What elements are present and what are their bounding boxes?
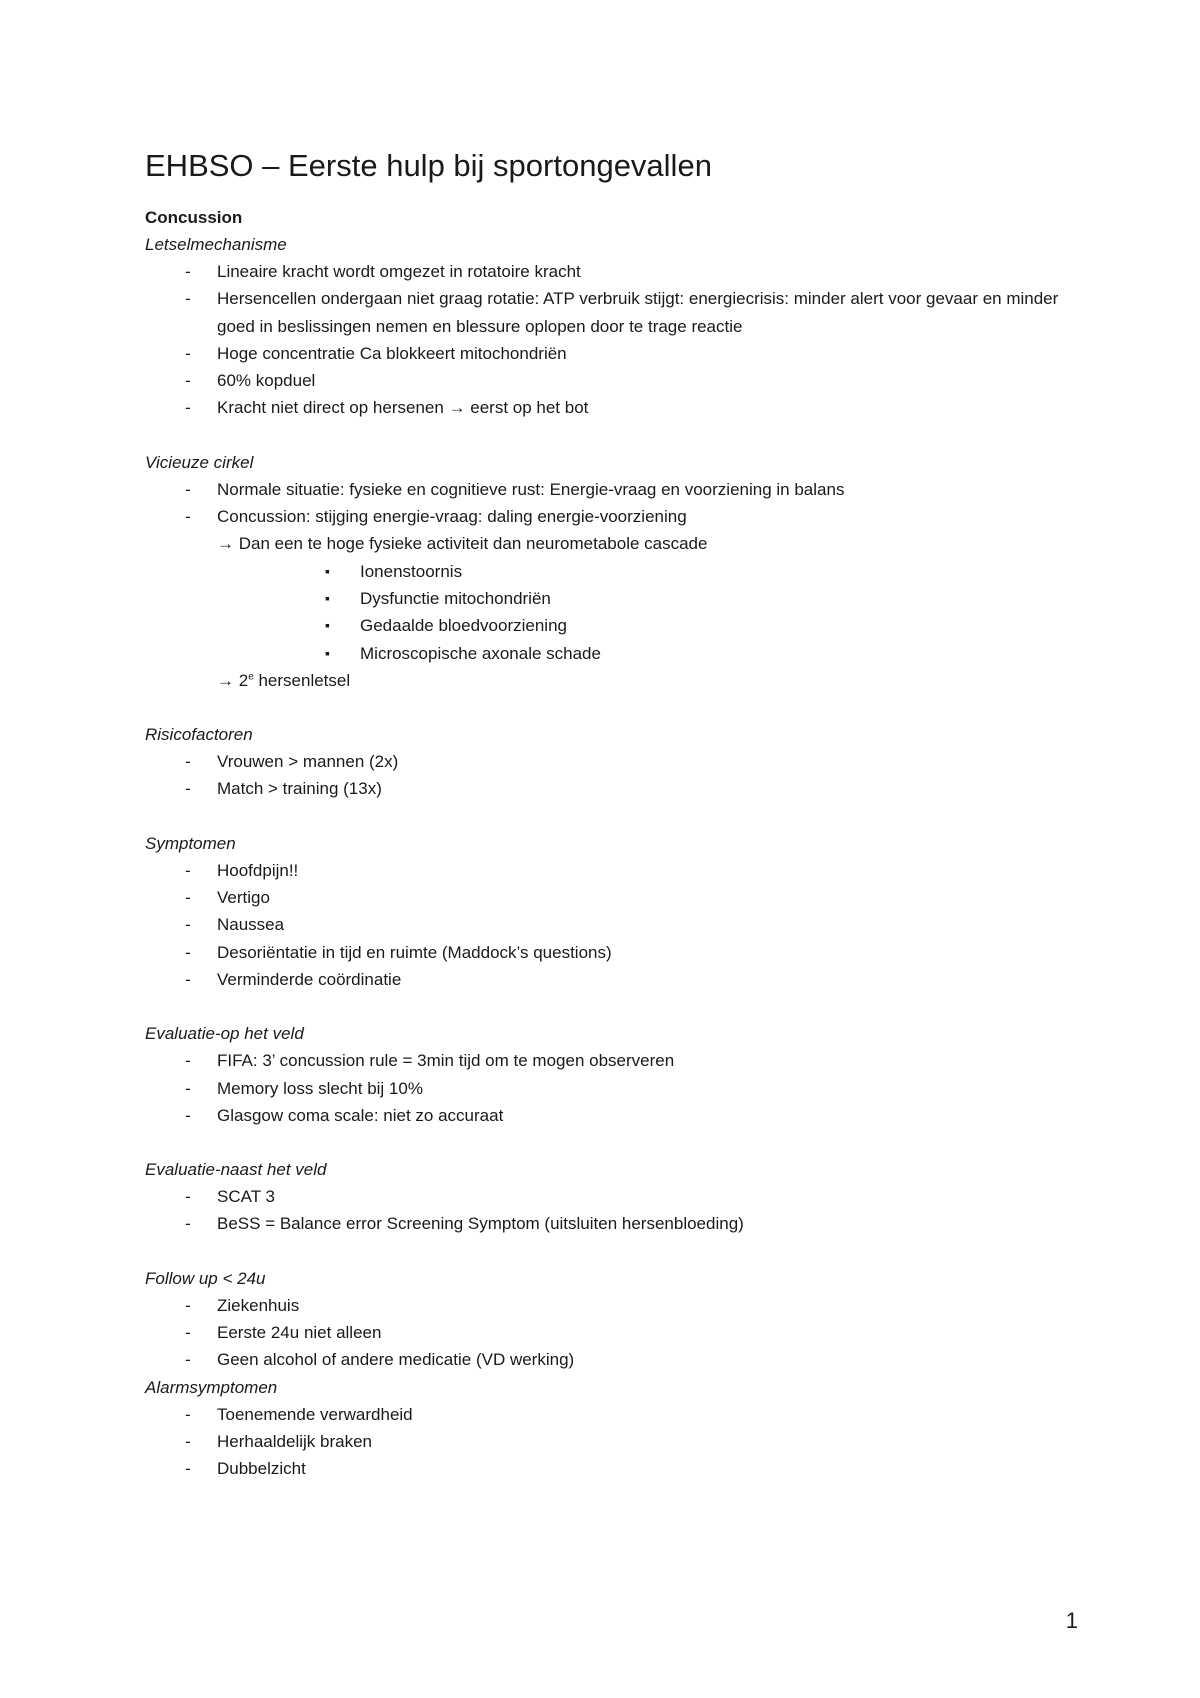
second-injury-text: hersenletsel	[253, 670, 351, 690]
letsel-heading: Letselmechanisme	[145, 235, 287, 254]
list-item: ▪ Ionenstoornis	[145, 558, 1075, 585]
risico-heading: Risicofactoren	[145, 725, 253, 745]
list-item: - Desoriëntatie in tijd en ruimte (Maddock’s questions)	[145, 939, 1075, 966]
document-page	[145, 146, 1075, 1483]
page-title: EHBSO – Eerste hulp bij sportongevallen	[145, 148, 712, 183]
list-item: - Hoge concentratie Ca blokkeert mitochondriën	[145, 340, 1075, 367]
list-item: - SCAT 3	[145, 1183, 1075, 1210]
list-item: - 60% kopduel	[145, 367, 1075, 394]
list-item: - Dubbelzicht	[145, 1455, 1075, 1482]
second-injury-sup: e	[248, 671, 254, 683]
list-item: - Normale situatie: fysieke en cognitieve rust: Energie-vraag en voorziening in balans	[145, 476, 1075, 503]
second-injury-prefix: → 2	[217, 670, 249, 690]
list-item: - Geen alcohol of andere medicatie (VD werking)	[145, 1346, 1075, 1373]
cascade-list	[145, 558, 1075, 667]
list-item: - Memory loss slecht bij 10%	[145, 1075, 1075, 1102]
vicieuze-list	[145, 476, 1075, 531]
vicieuze-heading: Vicieuze cirkel	[145, 452, 254, 472]
eval-naast-list	[145, 1183, 1075, 1238]
list-item: - Lineaire kracht wordt omgezet in rotatoire kracht	[145, 258, 1075, 285]
alarm-list	[145, 1401, 1075, 1483]
list-item: ▪ Microscopische axonale schade	[145, 640, 1075, 667]
list-item: - Hersencellen ondergaan niet graag rotatie: ATP verbruik stijgt: energiecrisis: minder alert voor gevaar en minder goed in beslissingen nemen en blessure oplopen door te trage reactie	[145, 285, 1075, 340]
eval-naast-heading: Evaluatie-naast het veld	[145, 1160, 327, 1180]
list-item: - Naussea	[145, 911, 1075, 938]
list-item: ▪ Gedaalde bloedvoorziening	[145, 612, 1075, 639]
letsel-list	[145, 258, 1075, 422]
list-item: - Kracht niet direct op hersenen → eerst op het bot	[145, 394, 1075, 421]
list-item: - Vertigo	[145, 884, 1075, 911]
list-item: - Ziekenhuis	[145, 1292, 1075, 1319]
followup-list	[145, 1292, 1075, 1374]
list-item: - Toenemende verwardheid	[145, 1401, 1075, 1428]
page-number: 1	[1065, 1608, 1078, 1633]
list-item: - Herhaaldelijk braken	[145, 1428, 1075, 1455]
list-item: - Verminderde coördinatie	[145, 966, 1075, 993]
list-item: - Concussion: stijging energie-vraag: daling energie-voorziening	[145, 503, 1075, 530]
list-item: - FIFA: 3’ concussion rule = 3min tijd om te mogen observeren	[145, 1047, 1075, 1074]
list-item: - Hoofdpijn!!	[145, 857, 1075, 884]
symptomen-heading: Symptomen	[145, 833, 236, 853]
eval-veld-list	[145, 1047, 1075, 1129]
second-injury-line	[145, 667, 1075, 694]
alarm-heading: Alarmsymptomen	[145, 1377, 278, 1397]
list-item: - Vrouwen > mannen (2x)	[145, 748, 1075, 775]
list-item: - BeSS = Balance error Screening Symptom (uitsluiten hersenbloeding)	[145, 1210, 1075, 1237]
list-item: - Match > training (13x)	[145, 775, 1075, 802]
symptomen-list	[145, 857, 1075, 993]
followup-heading: Follow up < 24u	[145, 1268, 266, 1288]
list-item: - Glasgow coma scale: niet zo accuraat	[145, 1102, 1075, 1129]
list-item: - Eerste 24u niet alleen	[145, 1319, 1075, 1346]
list-item: ▪ Dysfunctie mitochondriën	[145, 585, 1075, 612]
eval-veld-heading: Evaluatie-op het veld	[145, 1024, 304, 1044]
cascade-arrow-line: → Dan een te hoge fysieke activiteit dan neurometabole cascade	[217, 534, 708, 554]
section-title: Concussion	[145, 208, 243, 227]
risico-list	[145, 748, 1075, 803]
